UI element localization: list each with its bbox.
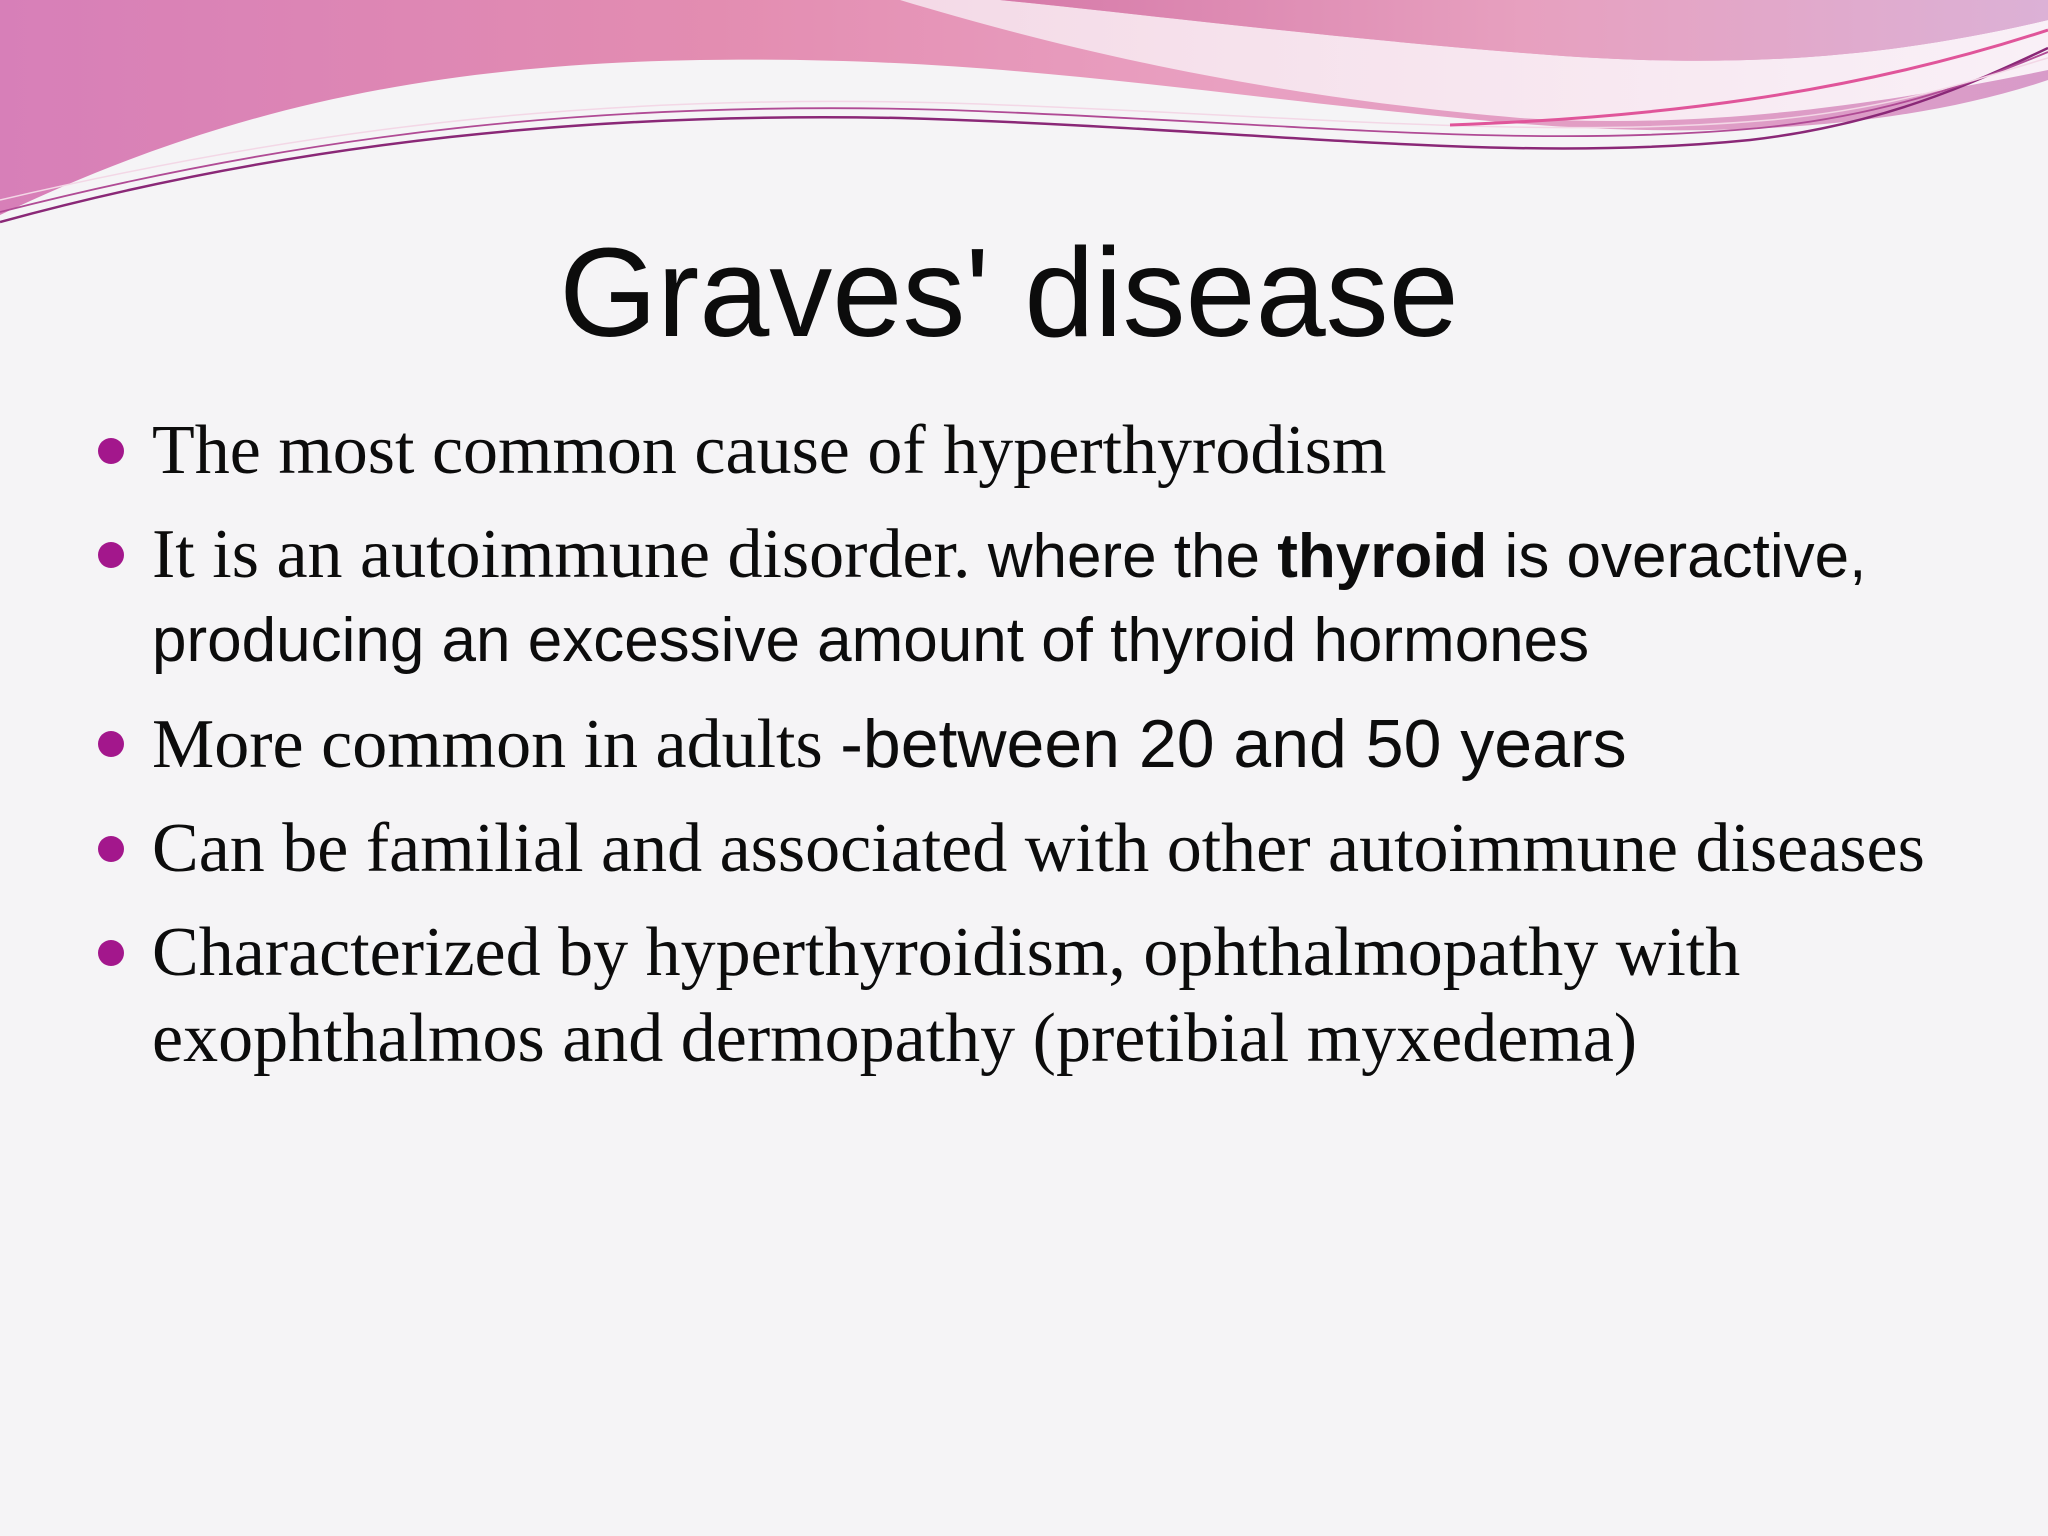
bullet-item <box>96 512 1996 683</box>
bullet-dot-icon <box>98 836 124 862</box>
bullet-item <box>96 910 1996 1082</box>
bullet-dot-icon <box>98 438 124 464</box>
bullet-item <box>96 408 1996 494</box>
bullet-text-serif: It is an autoimmune disorder. <box>152 516 971 593</box>
bullet-text: is overactive, producing an excessive amount of thyroid hormones <box>152 522 1867 675</box>
bullet-dot-icon <box>98 731 124 757</box>
bullet-item <box>96 701 1996 788</box>
bullet-text: -between 20 and 50 years <box>840 706 1627 782</box>
header-wave-decoration <box>0 0 2048 240</box>
bullet-text: where the <box>970 522 1278 591</box>
bullet-text: Characterized by hyperthyroidism, ophthalmopathy with exophthalmos and dermopathy (pretibial myxedema) <box>152 914 1741 1077</box>
bullet-text-serif: More common in adults <box>152 706 841 783</box>
bullet-dot-icon <box>98 940 124 966</box>
bullet-item <box>96 806 1996 892</box>
bullet-text: The most common cause of hyperthyrodism <box>152 412 1387 489</box>
slide-title: Graves' disease <box>559 222 1459 363</box>
bullet-dot-icon <box>98 542 124 568</box>
bullet-text: Can be familial and associated with other autoimmune diseases <box>152 810 1925 887</box>
bullet-text-bold: thyroid <box>1277 522 1488 591</box>
bullet-list <box>96 408 1996 1100</box>
